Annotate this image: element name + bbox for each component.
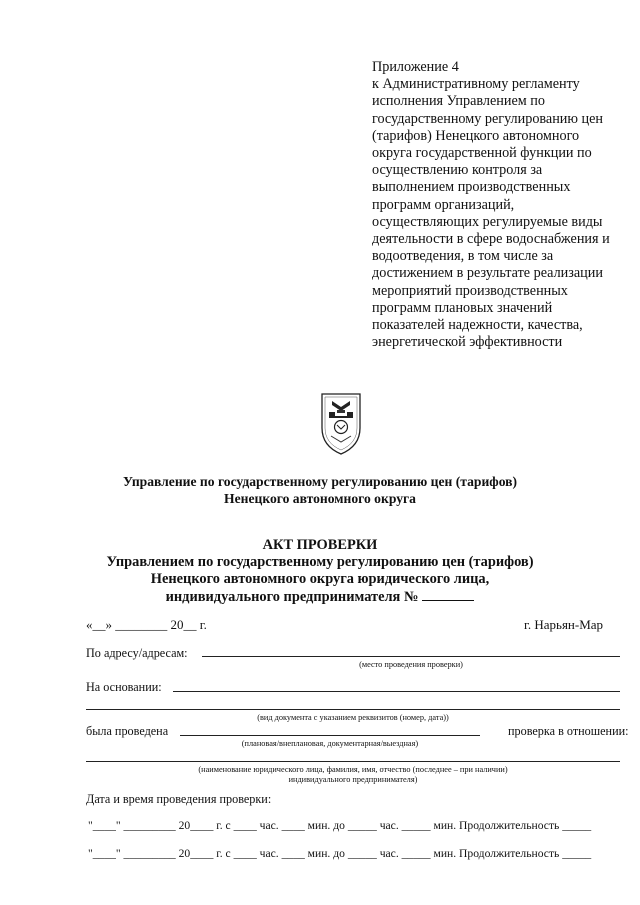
act-city: г. Нарьян-Мар (524, 617, 604, 632)
basis-hint: (вид документа с указанием реквизитов (номер, дата)) (257, 713, 449, 722)
authority-line-2: Ненецкого автономного округа (224, 491, 416, 506)
subject-hint-2: индивидуального предпринимателя) (288, 775, 418, 784)
appendix-line: достижением в результате реализации (372, 265, 603, 282)
subject-field[interactable] (86, 761, 620, 762)
appendix-block (372, 59, 634, 351)
appendix-line: осуществляющих регулируемые виды (372, 213, 603, 230)
act-line-1: Управлением по государственному регулированию цен (тарифов) (106, 554, 534, 570)
basis-field-continued[interactable] (86, 709, 620, 710)
basis-field[interactable] (173, 691, 620, 692)
appendix-line: государственному регулированию цен (372, 110, 604, 127)
basis-label: На основании: (86, 680, 162, 694)
appendix-line: округа государственной функции по (372, 145, 592, 162)
address-field[interactable] (202, 656, 620, 657)
appendix-line: осуществлению контроля за (372, 162, 543, 179)
appendix-line: водоотведения, в том числе за (372, 248, 554, 265)
datetime-row[interactable]: "____" _________ 20____ г. с ____ час. ____ мин. до _____ час. _____ мин. Продолжительность _____ (88, 847, 592, 860)
coat-of-arms-icon (319, 388, 363, 458)
conducted-field[interactable] (180, 735, 480, 736)
conducted-hint: (плановая/внеплановая, документарная/выездная) (241, 739, 419, 748)
datetime-row[interactable]: "____" _________ 20____ г. с ____ час. ____ мин. до _____ час. _____ мин. Продолжительность _____ (88, 819, 592, 832)
appendix-line: (тарифов) Ненецкого автономного (372, 127, 580, 144)
regarding-label: проверка в отношении: (508, 724, 629, 738)
act-title: АКТ ПРОВЕРКИ (262, 537, 378, 553)
appendix-line: программ организаций, (372, 196, 515, 213)
appendix-line: исполнения Управлением по (372, 93, 545, 110)
act-line-3-text: индивидуального предпринимателя № (165, 589, 419, 605)
datetime-label: Дата и время проведения проверки: (86, 792, 272, 806)
appendix-line: деятельности в сфере водоснабжения и (372, 231, 610, 248)
appendix-line: Приложение 4 (372, 59, 459, 75)
appendix-line: энергетической эффективности (372, 334, 563, 351)
appendix-line: показателей надежности, качества, (372, 317, 583, 334)
address-hint: (место проведения проверки) (359, 660, 463, 669)
subject-hint-1: (наименование юридического лица, фамилия, имя, отчество (последнее – при наличии) (198, 765, 508, 774)
authority-line-1: Управление по государственному регулированию цен (тарифов) (122, 474, 518, 489)
act-line-3 (0, 588, 640, 606)
appendix-line: программ плановых значений (372, 299, 553, 316)
act-date[interactable]: «__» ________ 20__ г. (86, 617, 207, 632)
address-label: По адресу/адресам: (86, 646, 188, 660)
appendix-line: мероприятий производственных (372, 282, 568, 299)
conducted-label: была проведена (86, 724, 169, 738)
appendix-line: выполнением производственных (372, 179, 571, 196)
act-line-2: Ненецкого автономного округа юридического лица, (150, 571, 490, 587)
appendix-line: к Административному регламенту (372, 76, 580, 93)
act-number-field[interactable] (422, 588, 474, 601)
